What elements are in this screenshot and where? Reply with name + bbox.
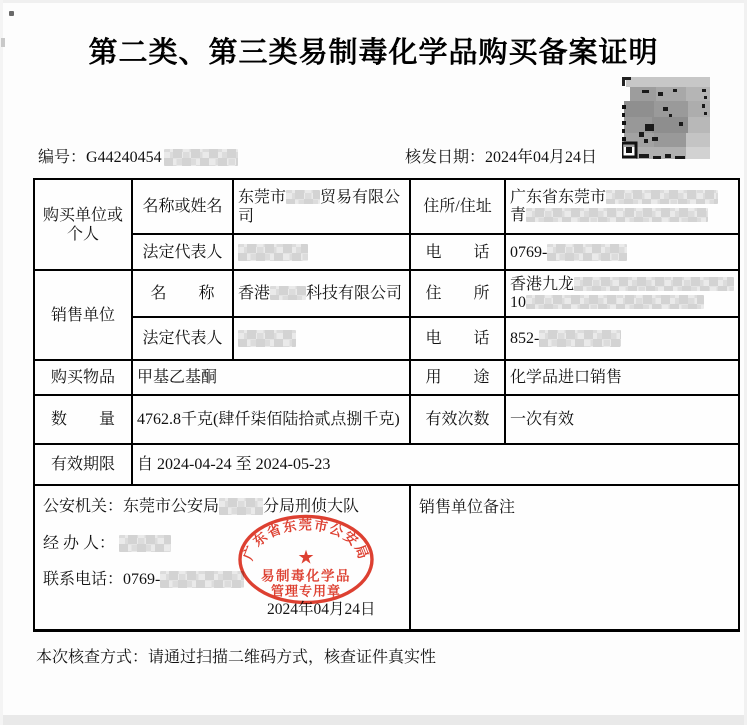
seller-name-suffix: 科技有限公司 xyxy=(306,285,403,302)
seller-phone-prefix: 852- xyxy=(510,330,540,347)
contact-prefix: 0769- xyxy=(123,571,161,588)
redaction-blur xyxy=(238,244,308,261)
row-seller-rep xyxy=(35,317,738,360)
buyer-phone-prefix: 0769- xyxy=(510,243,548,261)
redaction-blur xyxy=(160,571,244,588)
seller-rep-value xyxy=(233,317,410,360)
validity-value: 自 2024-04-24 至 2024-05-23 xyxy=(132,444,738,485)
seller-name-label: 名 称 xyxy=(132,270,233,317)
buyer-rep-value xyxy=(233,234,410,270)
redaction-blur xyxy=(526,295,704,309)
meta-row xyxy=(0,144,747,168)
buyer-name-label: 名称或姓名 xyxy=(132,180,233,234)
validity-label: 有效期限 xyxy=(35,444,132,485)
doc-number xyxy=(38,144,238,167)
seller-name-value xyxy=(233,270,410,317)
contact-label: 联系电话： xyxy=(43,571,124,588)
issue-date xyxy=(405,144,597,167)
buyer-group-label: 购买单位或个人 xyxy=(35,180,132,270)
buyer-addr-line1: 广东省东莞市 xyxy=(510,188,607,206)
contact-line xyxy=(43,570,244,589)
buyer-name-suffix: 贸易有限公司 xyxy=(238,188,401,225)
buyer-phone-label: 电 话 xyxy=(410,234,505,270)
quantity-label: 数 量 xyxy=(35,395,132,444)
times-label: 有效次数 xyxy=(410,395,505,444)
handler-line xyxy=(43,534,171,553)
redaction-blur xyxy=(526,208,708,222)
seller-phone-label: 电 话 xyxy=(410,317,505,360)
item-value: 甲基乙基酮 xyxy=(132,360,410,395)
stamp-line1: 易制毒化学品 xyxy=(261,568,351,585)
scan-edge-left xyxy=(0,0,3,725)
stamp-date: 2024年04月24日 xyxy=(267,601,376,618)
redaction-blur xyxy=(164,149,238,166)
buyer-addr-line2: 青 xyxy=(510,206,527,224)
seller-phone-value xyxy=(505,317,738,360)
row-item xyxy=(35,360,738,395)
buyer-addr-value xyxy=(505,180,738,234)
redaction-blur xyxy=(286,190,320,204)
usage-value: 化学品进口销售 xyxy=(505,360,738,395)
stamp-line2: 管理专用章 xyxy=(270,584,342,600)
certificate-table xyxy=(33,178,740,632)
redaction-blur xyxy=(539,330,621,347)
times-value: 一次有效 xyxy=(505,395,738,444)
row-validity xyxy=(35,444,738,485)
page-title: 第二类、第三类易制毒化学品购买备案证明 xyxy=(88,35,659,69)
seller-addr-label: 住 所 xyxy=(410,270,505,317)
redaction-blur xyxy=(606,190,718,204)
authority-label: 公安机关： xyxy=(43,498,124,515)
buyer-rep-label: 法定代表人 xyxy=(132,234,233,270)
buyer-phone-value xyxy=(505,234,738,270)
buyer-name-prefix: 东莞市 xyxy=(238,188,287,206)
scan-speck xyxy=(9,11,14,16)
doc-number-value: G44240454 xyxy=(86,149,162,166)
redaction-blur xyxy=(270,286,306,300)
quantity-value: 4762.8千克(肆仟柒佰陆拾贰点捌千克) xyxy=(132,395,410,444)
seller-addr-value xyxy=(505,270,738,317)
redaction-blur xyxy=(238,330,296,347)
usage-label: 用 途 xyxy=(410,360,505,395)
buyer-name-value xyxy=(233,180,410,234)
seller-rep-label: 法定代表人 xyxy=(132,317,233,360)
issue-date-value: 2024年04月24日 xyxy=(485,149,598,166)
seller-remark-label: 销售单位备注 xyxy=(419,499,516,516)
handler-label: 经 办 人： xyxy=(43,535,116,552)
stamp-arc-text: 广东省东莞市公安局 xyxy=(240,517,372,563)
doc-number-label: 编号： xyxy=(38,149,87,166)
footer-note: 本次核查方式：请通过扫描二维码方式，核查证件真实性 xyxy=(36,649,437,666)
row-seller-name xyxy=(35,270,738,317)
seller-remark-cell xyxy=(411,486,738,627)
item-label: 购买物品 xyxy=(35,360,132,395)
scan-edge-top xyxy=(0,0,747,3)
row-buyer-rep xyxy=(35,234,738,270)
scan-edge-bottom xyxy=(0,715,747,725)
seller-addr-line1: 香港九龙 xyxy=(510,275,575,293)
authority-prefix: 东莞市公安局 xyxy=(123,498,220,515)
official-stamp xyxy=(236,511,378,608)
seller-addr-line2: 10 xyxy=(510,293,526,311)
issue-date-label: 核发日期： xyxy=(405,149,486,166)
stamp-star-icon: ★ xyxy=(297,546,315,569)
redaction-blur xyxy=(119,535,171,552)
seller-group-label: 销售单位 xyxy=(35,270,132,360)
seller-name-prefix: 香港 xyxy=(238,285,271,302)
row-quantity xyxy=(35,395,738,444)
buyer-addr-label: 住所/住址 xyxy=(410,180,505,234)
row-buyer-name xyxy=(35,180,738,234)
redaction-blur xyxy=(574,277,734,291)
authority-suffix: 分局刑侦大队 xyxy=(263,498,360,515)
redaction-blur xyxy=(547,244,627,261)
